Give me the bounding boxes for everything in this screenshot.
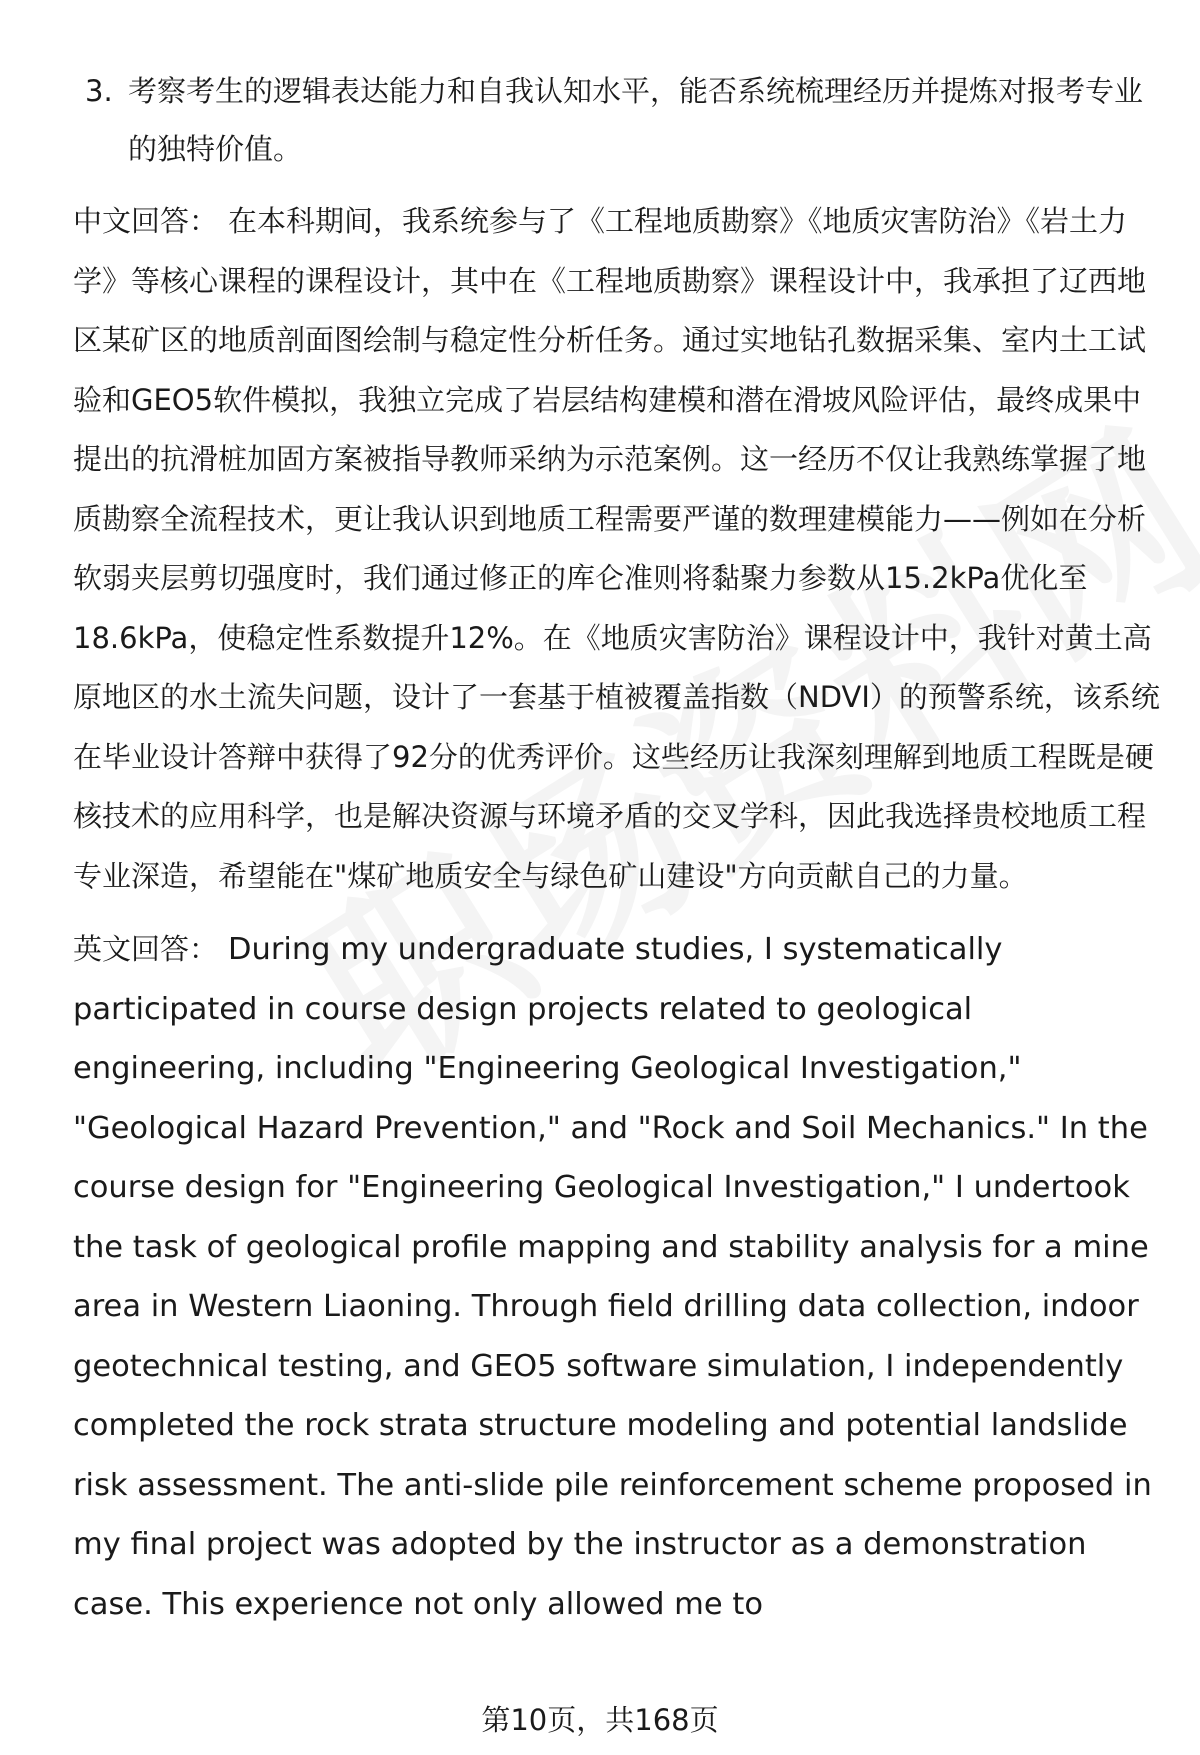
numbered-item-3 <box>73 62 1163 178</box>
page-footer: 第10页，共168页 <box>481 1703 719 1737</box>
chinese-answer-text: 在本科期间，我系统参与了《工程地质勘察》《地质灾害防治》《岩土力学》等核心课程的课程设计，其中在《工程地质勘察》课程设计中，我承担了辽西地区某矿区的地质剖面图绘制与稳定性分析任务。通过实地钻孔数据采集、室内土工试验和GEO5软件模拟，我独立完成了岩层结构建模和潜在滑坡风险评估，最终成果中提出的抗滑桩加固方案被指导教师采纳为示范案例。这一经历不仅让我熟练掌握了地质勘察全流程技术，更让我认识到地质工程需要严谨的数理建模能力——例如在分析软弱夹层剪切强度时，我们通过修正的库仑准则将黏聚力参数从15.2kPa优化至18.6kPa，使稳定性系数提升12%。在《地质灾害防治》课程设计中，我针对黄土高原地区的水土流失问题，设计了一套基于植被覆盖指数（NDVI）的预警系统，该系统在毕业设计答辩中获得了92分的优秀评价。这些经历让我深刻理解到地质工程既是硬核技术的应用科学，也是解决资源与环境矛盾的交叉学科，因此我选择贵校地质工程专业深造，希望能在"煤矿地质安全与绿色矿山建设"方向贡献自己的力量。 <box>73 204 1160 893</box>
chinese-answer-paragraph <box>73 192 1163 906</box>
english-answer-paragraph <box>73 920 1163 1634</box>
chinese-answer-label: 中文回答： <box>73 204 219 238</box>
document-page <box>73 62 1163 1634</box>
item-text: 考察考生的逻辑表达能力和自我认知水平，能否系统梳理经历并提炼对报考专业的独特价值。 <box>128 74 1144 166</box>
item-number: 3. <box>85 74 113 108</box>
english-answer-text: During my undergraduate studies, I systematically participated in course design projects related to geological engineering, including "Engineering Geological Investigation," "Geological Hazard Prevention," and "Rock and Soil Mechanics." In the course design for "Engineering Geological Investigation," I undertook the task of geological profile mapping and stability analysis for a mine area in Western Liaoning. Through field drilling data collection, indoor geotechnical testing, and GEO5 software simulation, I independently completed the rock strata structure modeling and potential landslide risk assessment. The anti-slide pile reinforcement scheme proposed in my final project was adopted by the instructor as a demonstration case. This experience not only allowed me to <box>73 932 1152 1622</box>
english-answer-label: 英文回答： <box>73 932 219 966</box>
